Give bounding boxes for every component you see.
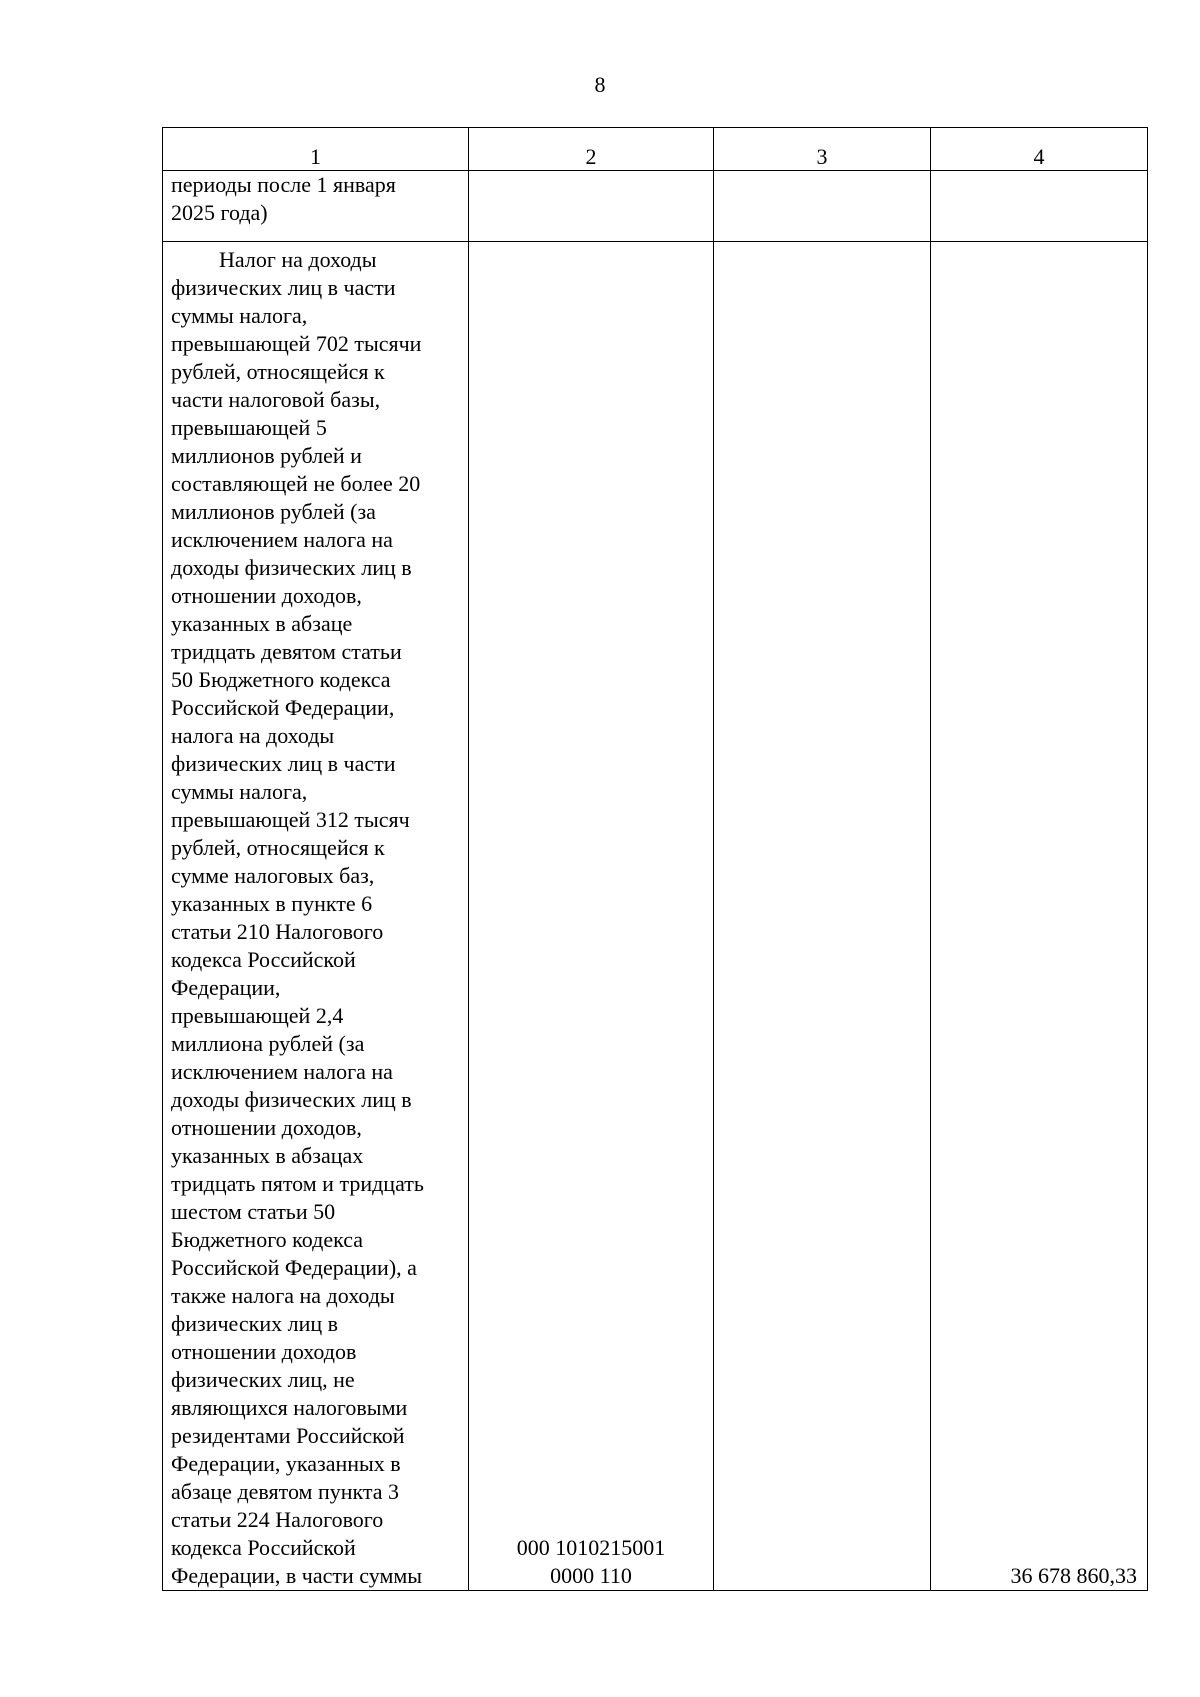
description-line: физических лиц в [171, 1311, 339, 1336]
description-line: шестом статьи 50 [171, 1199, 336, 1224]
description-line: Российской Федерации, [171, 695, 395, 720]
description-line: исключением налога на [171, 1059, 393, 1084]
description-line: Российской Федерации), а [171, 1255, 417, 1280]
description-line: статьи 210 Налогового [171, 919, 384, 944]
continuation-col3-cell [714, 171, 931, 242]
header-cell-2: 2 [469, 128, 714, 171]
description-line: физических лиц в части [171, 275, 396, 300]
table-header-row [163, 128, 1148, 171]
description-line: абзаце девятом пункта 3 [171, 1479, 400, 1504]
continuation-code-cell [469, 171, 714, 242]
description-line: физических лиц, не [171, 1367, 355, 1392]
description-line: доходы физических лиц в [171, 1087, 412, 1112]
budget-table [162, 127, 1148, 1591]
code-line: 000 1010215001 [516, 1535, 666, 1560]
description-line: тридцать пятом и тридцать [171, 1171, 424, 1196]
description-line: отношении доходов [171, 1339, 357, 1364]
description-line: Федерации, в части суммы [171, 1563, 423, 1588]
header-cell-3: 3 [714, 128, 931, 171]
description-line: тридцать девятом статьи [171, 639, 402, 664]
table-row-income-tax [163, 242, 1148, 1591]
continuation-amount-cell [931, 171, 1148, 242]
description-line: указанных в пункте 6 [171, 891, 373, 916]
description-line: суммы налога, [171, 779, 308, 804]
description-line: 50 Бюджетного кодекса [171, 667, 391, 692]
description-line: рублей, относящейся к [171, 359, 385, 384]
header-cell-4: 4 [931, 128, 1148, 171]
table-row-continuation [163, 171, 1148, 242]
description-line: сумме налоговых баз, [171, 863, 375, 888]
description-line: отношении доходов, [171, 583, 362, 608]
continuation-line: 2025 года) [171, 200, 268, 225]
description-line: указанных в абзаце [171, 611, 353, 636]
description-line: кодекса Российской [171, 1535, 356, 1560]
description-line: миллионов рублей (за [171, 499, 376, 524]
column-3-cell [714, 242, 931, 1591]
description-line: кодекса Российской [171, 947, 356, 972]
description-line: миллиона рублей (за [171, 1031, 365, 1056]
description-line: статьи 224 Налогового [171, 1507, 384, 1532]
continuation-line: периоды после 1 января [171, 172, 396, 197]
description-line: части налоговой базы, [171, 387, 381, 412]
description-line: Федерации, [171, 975, 281, 1000]
description-line: Налог на доходы [219, 247, 377, 272]
code-line: 0000 110 [550, 1563, 632, 1588]
description-line: превышающей 2,4 [171, 1003, 344, 1028]
description-line: исключением налога на [171, 527, 393, 552]
description-line: Бюджетного кодекса [171, 1227, 364, 1252]
income-tax-description-cell [163, 242, 469, 1591]
description-line: превышающей 702 тысячи [171, 331, 422, 356]
continuation-description-cell [163, 171, 469, 242]
page-number: 8 [594, 72, 606, 97]
budget-classification-code-cell [469, 242, 714, 1591]
description-line: доходы физических лиц в [171, 555, 412, 580]
header-cell-1: 1 [163, 128, 469, 171]
description-line: Федерации, указанных в [171, 1451, 401, 1476]
description-line: рублей, относящейся к [171, 835, 385, 860]
description-line: превышающей 312 тысяч [171, 807, 410, 832]
description-line: суммы налога, [171, 303, 308, 328]
description-line: являющихся налоговыми [171, 1395, 408, 1420]
description-line: превышающей 5 [171, 415, 327, 440]
description-line: резидентами Российской [171, 1423, 405, 1448]
description-line: физических лиц в части [171, 751, 396, 776]
description-line: отношении доходов, [171, 1115, 362, 1140]
description-line: также налога на доходы [171, 1283, 395, 1308]
amount-cell: 36 678 860,33 [931, 242, 1148, 1591]
description-line: составляющей не более 20 [171, 471, 421, 496]
description-line: указанных в абзацах [171, 1143, 364, 1168]
description-line: налога на доходы [171, 723, 335, 748]
description-line: миллионов рублей и [171, 443, 362, 468]
